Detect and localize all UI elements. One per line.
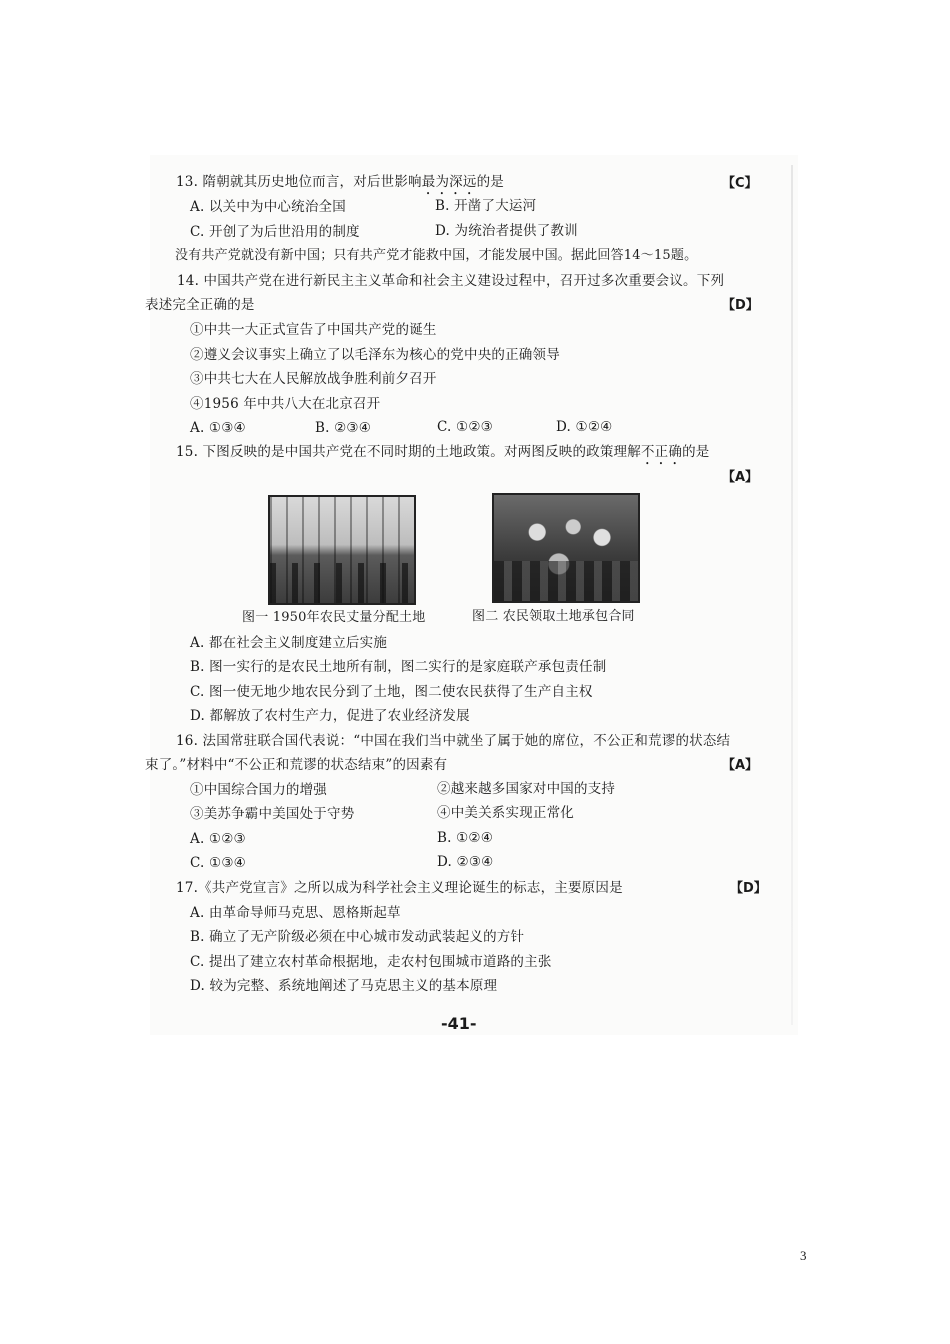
land-distribution-photo xyxy=(268,495,416,605)
q16-stem-line1: 16. 法国常驻联合国代表说：“中国在我们当中就坐了属于她的席位，不公正和荒谬的状态结 xyxy=(176,733,731,749)
q16-option-d: D. ②③④ xyxy=(437,854,494,870)
q13-option-c: C. 开创了为后世沿用的制度 xyxy=(190,224,360,240)
q13-stem: 13. 隋朝就其历史地位而言，对后世影响最为深远的是 xyxy=(176,174,504,190)
q13-option-a: A. 以关中为中心统治全国 xyxy=(190,199,346,215)
q13-answer: 【C】 xyxy=(722,176,758,191)
q14-stem-line1: 14. 中国共产党在进行新民主主义革命和社会主义建设过程中，召开过多次重要会议。下列 xyxy=(177,273,725,289)
q17-option-d: D. 较为完整、系统地阐述了马克思主义的基本原理 xyxy=(190,978,498,994)
q14-option-d: D. ①②④ xyxy=(556,419,613,435)
q16-item-4: ④中美关系实现正常化 xyxy=(437,805,574,821)
land-contract-photo xyxy=(492,493,640,603)
page-number: -41- xyxy=(441,1014,477,1033)
q15-option-d: D. 都解放了农村生产力，促进了农业经济发展 xyxy=(190,708,470,724)
q14-item-3: ③中共七大在人民解放战争胜利前夕召开 xyxy=(190,371,437,387)
q17-option-c: C. 提出了建立农村革命根据地，走农村包围城市道路的主张 xyxy=(190,954,552,970)
q17-answer: 【D】 xyxy=(730,881,767,896)
scan-edge xyxy=(791,165,793,1025)
q13-option-d: D. 为统治者提供了教训 xyxy=(435,223,578,239)
q14-item-4: ④1956 年中共八大在北京召开 xyxy=(190,396,381,412)
sheet-number: 3 xyxy=(800,1248,807,1263)
q14-option-b: B. ②③④ xyxy=(315,420,372,436)
q14-stem-line2: 表述完全正确的是 xyxy=(145,297,255,313)
q14-item-1: ①中共一大正式宣告了中国共产党的诞生 xyxy=(190,322,437,338)
q15-option-c: C. 图一使无地少地农民分到了土地，图二使农民获得了生产自主权 xyxy=(190,684,593,700)
q13-option-b: B. 开凿了大运河 xyxy=(435,198,537,214)
q17-option-a: A. 由革命导师马克思、恩格斯起草 xyxy=(190,905,401,921)
q15-answer: 【A】 xyxy=(722,470,759,485)
q16-option-b: B. ①②④ xyxy=(437,830,494,846)
q15-option-b: B. 图一实行的是农民土地所有制，图二实行的是家庭联产承包责任制 xyxy=(190,659,607,675)
intro-14-15: 没有共产党就没有新中国；只有共产党才能救中国，才能发展中国。据此回答14～15题。 xyxy=(175,248,698,263)
q14-option-c: C. ①②③ xyxy=(437,419,493,435)
q16-item-2: ②越来越多国家对中国的支持 xyxy=(437,781,616,797)
q17-stem: 17.《共产党宣言》之所以成为科学社会主义理论诞生的标志，主要原因是 xyxy=(176,880,623,896)
q16-stem-line2: 束了。”材料中“不公正和荒谬的状态结束”的因素有 xyxy=(145,757,448,773)
q15-stem: 15. 下图反映的是中国共产党在不同时期的土地政策。对两图反映的政策理解不正确的是 xyxy=(176,444,710,460)
q17-option-b: B. 确立了无产阶级必须在中心城市发动武装起义的方针 xyxy=(190,929,525,945)
q14-option-a: A. ①③④ xyxy=(190,420,246,436)
q16-option-c: C. ①③④ xyxy=(190,855,246,871)
figure1-caption: 图一 1950年农民丈量分配土地 xyxy=(242,610,426,625)
q14-answer: 【D】 xyxy=(722,298,759,313)
q15-option-a: A. 都在社会主义制度建立后实施 xyxy=(190,635,388,651)
figure2-caption: 图二 农民领取土地承包合同 xyxy=(472,609,635,624)
q16-item-3: ③美苏争霸中美国处于守势 xyxy=(190,806,355,822)
q16-option-a: A. ①②③ xyxy=(190,831,246,847)
q14-item-2: ②遵义会议事实上确立了以毛泽东为核心的党中央的正确领导 xyxy=(190,347,560,363)
q16-answer: 【A】 xyxy=(722,758,759,773)
q16-item-1: ①中国综合国力的增强 xyxy=(190,782,327,798)
